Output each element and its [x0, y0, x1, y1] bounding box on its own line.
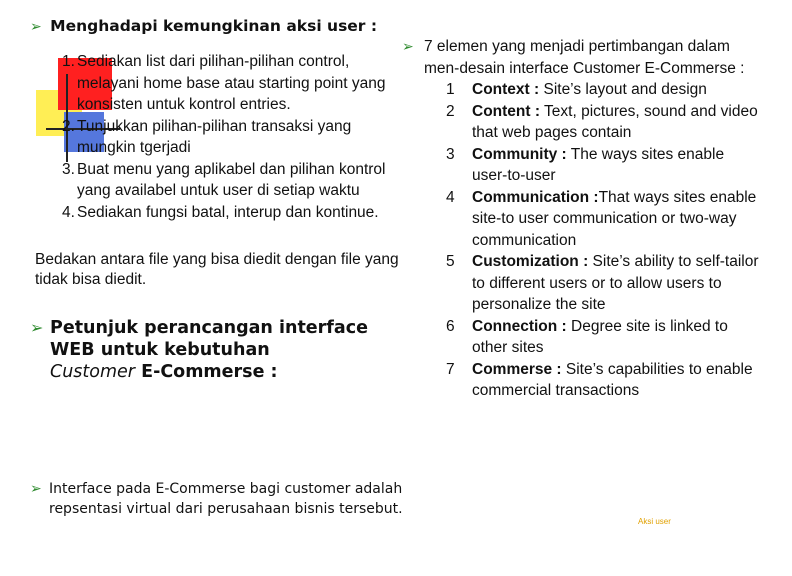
- item-number: 4: [446, 188, 455, 206]
- list-item: [402, 316, 762, 359]
- item-number: 2: [446, 102, 455, 120]
- item-number: 3: [446, 145, 455, 163]
- web-interface-heading: [30, 317, 400, 383]
- item-number: 3.: [62, 160, 75, 178]
- item-number: 1: [446, 81, 455, 98]
- item-term: Content :: [472, 102, 541, 120]
- list-item: [402, 359, 762, 402]
- list-item: [402, 251, 762, 316]
- item-term: Commerse :: [472, 360, 562, 378]
- list-item: [402, 187, 762, 252]
- arrow-bullet-icon: ➢: [30, 19, 42, 35]
- item-term: Communication :: [472, 188, 599, 206]
- item-term: Community :: [472, 145, 567, 163]
- item-term: Customization :: [472, 253, 589, 270]
- item-term: Connection :: [472, 317, 567, 335]
- left-heading: [30, 16, 400, 37]
- seven-elements-intro: [402, 36, 762, 79]
- arrow-bullet-icon: ➢: [30, 318, 44, 337]
- arrow-bullet-icon: ➢: [402, 38, 414, 54]
- intro-text: 7 elemen yang menjadi pertimbangan dalam men-desain interface Customer E-Commerse :: [424, 38, 745, 77]
- item-description: Site’s ability to self-tailor to different users or to allow users to personalize the site: [472, 253, 759, 313]
- slide-footnote: Aksi user: [638, 517, 671, 526]
- item-description: Text, pictures, sound and video that web pages contain: [472, 102, 758, 141]
- item-term: Context :: [472, 81, 540, 98]
- item-number: 5: [446, 253, 455, 270]
- item-number: 2.: [62, 117, 75, 135]
- bottom-note-text: Interface pada E-Commerse bagi customer adalah repsentasi virtual dari perusahaan bisnis tersebut.: [49, 481, 403, 517]
- heading-line-3-rest: E-Commerse :: [135, 362, 278, 382]
- item-text: Tunjukkan pilihan-pilihan transaksi yang mungkin tgerjadi: [77, 117, 352, 156]
- item-number: 1.: [62, 53, 75, 70]
- list-item: [402, 101, 762, 144]
- file-edit-paragraph: Bedakan antara file yang bisa diedit dengan file yang tidak bisa diedit.: [35, 251, 399, 288]
- item-text: Sediakan list dari pilihan-pilihan control, melayani home base atau starting point yang konsisten untuk kontrol entries.: [77, 53, 386, 113]
- left-heading-text: Menghadapi kemungkinan aksi user :: [50, 17, 378, 35]
- item-description: The ways sites enable user-to-user: [472, 145, 725, 184]
- list-item: [30, 116, 400, 159]
- item-description: Site’s capabilities to enable commercial transactions: [472, 360, 753, 399]
- item-number: 7: [446, 360, 455, 378]
- heading-line-1: Petunjuk perancangan interface: [50, 318, 368, 338]
- left-action-list: [30, 51, 400, 223]
- item-description: That ways sites enable site-to user communication or two-way communication: [472, 188, 757, 249]
- heading-line-2: WEB untuk kebutuhan: [50, 340, 270, 360]
- item-number: 4.: [62, 203, 75, 221]
- list-item: [30, 202, 400, 224]
- item-text: Buat menu yang aplikabel dan pilihan kontrol yang availabel untuk user di setiap waktu: [77, 160, 386, 199]
- list-item: [402, 144, 762, 187]
- left-column: [30, 16, 400, 383]
- item-description: Site’s layout and design: [539, 81, 707, 98]
- item-number: 6: [446, 317, 455, 335]
- heading-italic-word: Customer: [50, 362, 136, 382]
- list-item: [30, 159, 400, 202]
- item-description: Degree site is linked to other sites: [472, 317, 728, 356]
- list-item: [402, 79, 762, 101]
- right-column: [402, 36, 762, 402]
- ecommerce-interface-note: [30, 480, 421, 519]
- list-item: [30, 51, 400, 116]
- seven-elements-list: [402, 79, 762, 402]
- arrow-bullet-icon: ➢: [30, 481, 42, 497]
- item-text: Sediakan fungsi batal, interup dan kontinue.: [77, 203, 379, 221]
